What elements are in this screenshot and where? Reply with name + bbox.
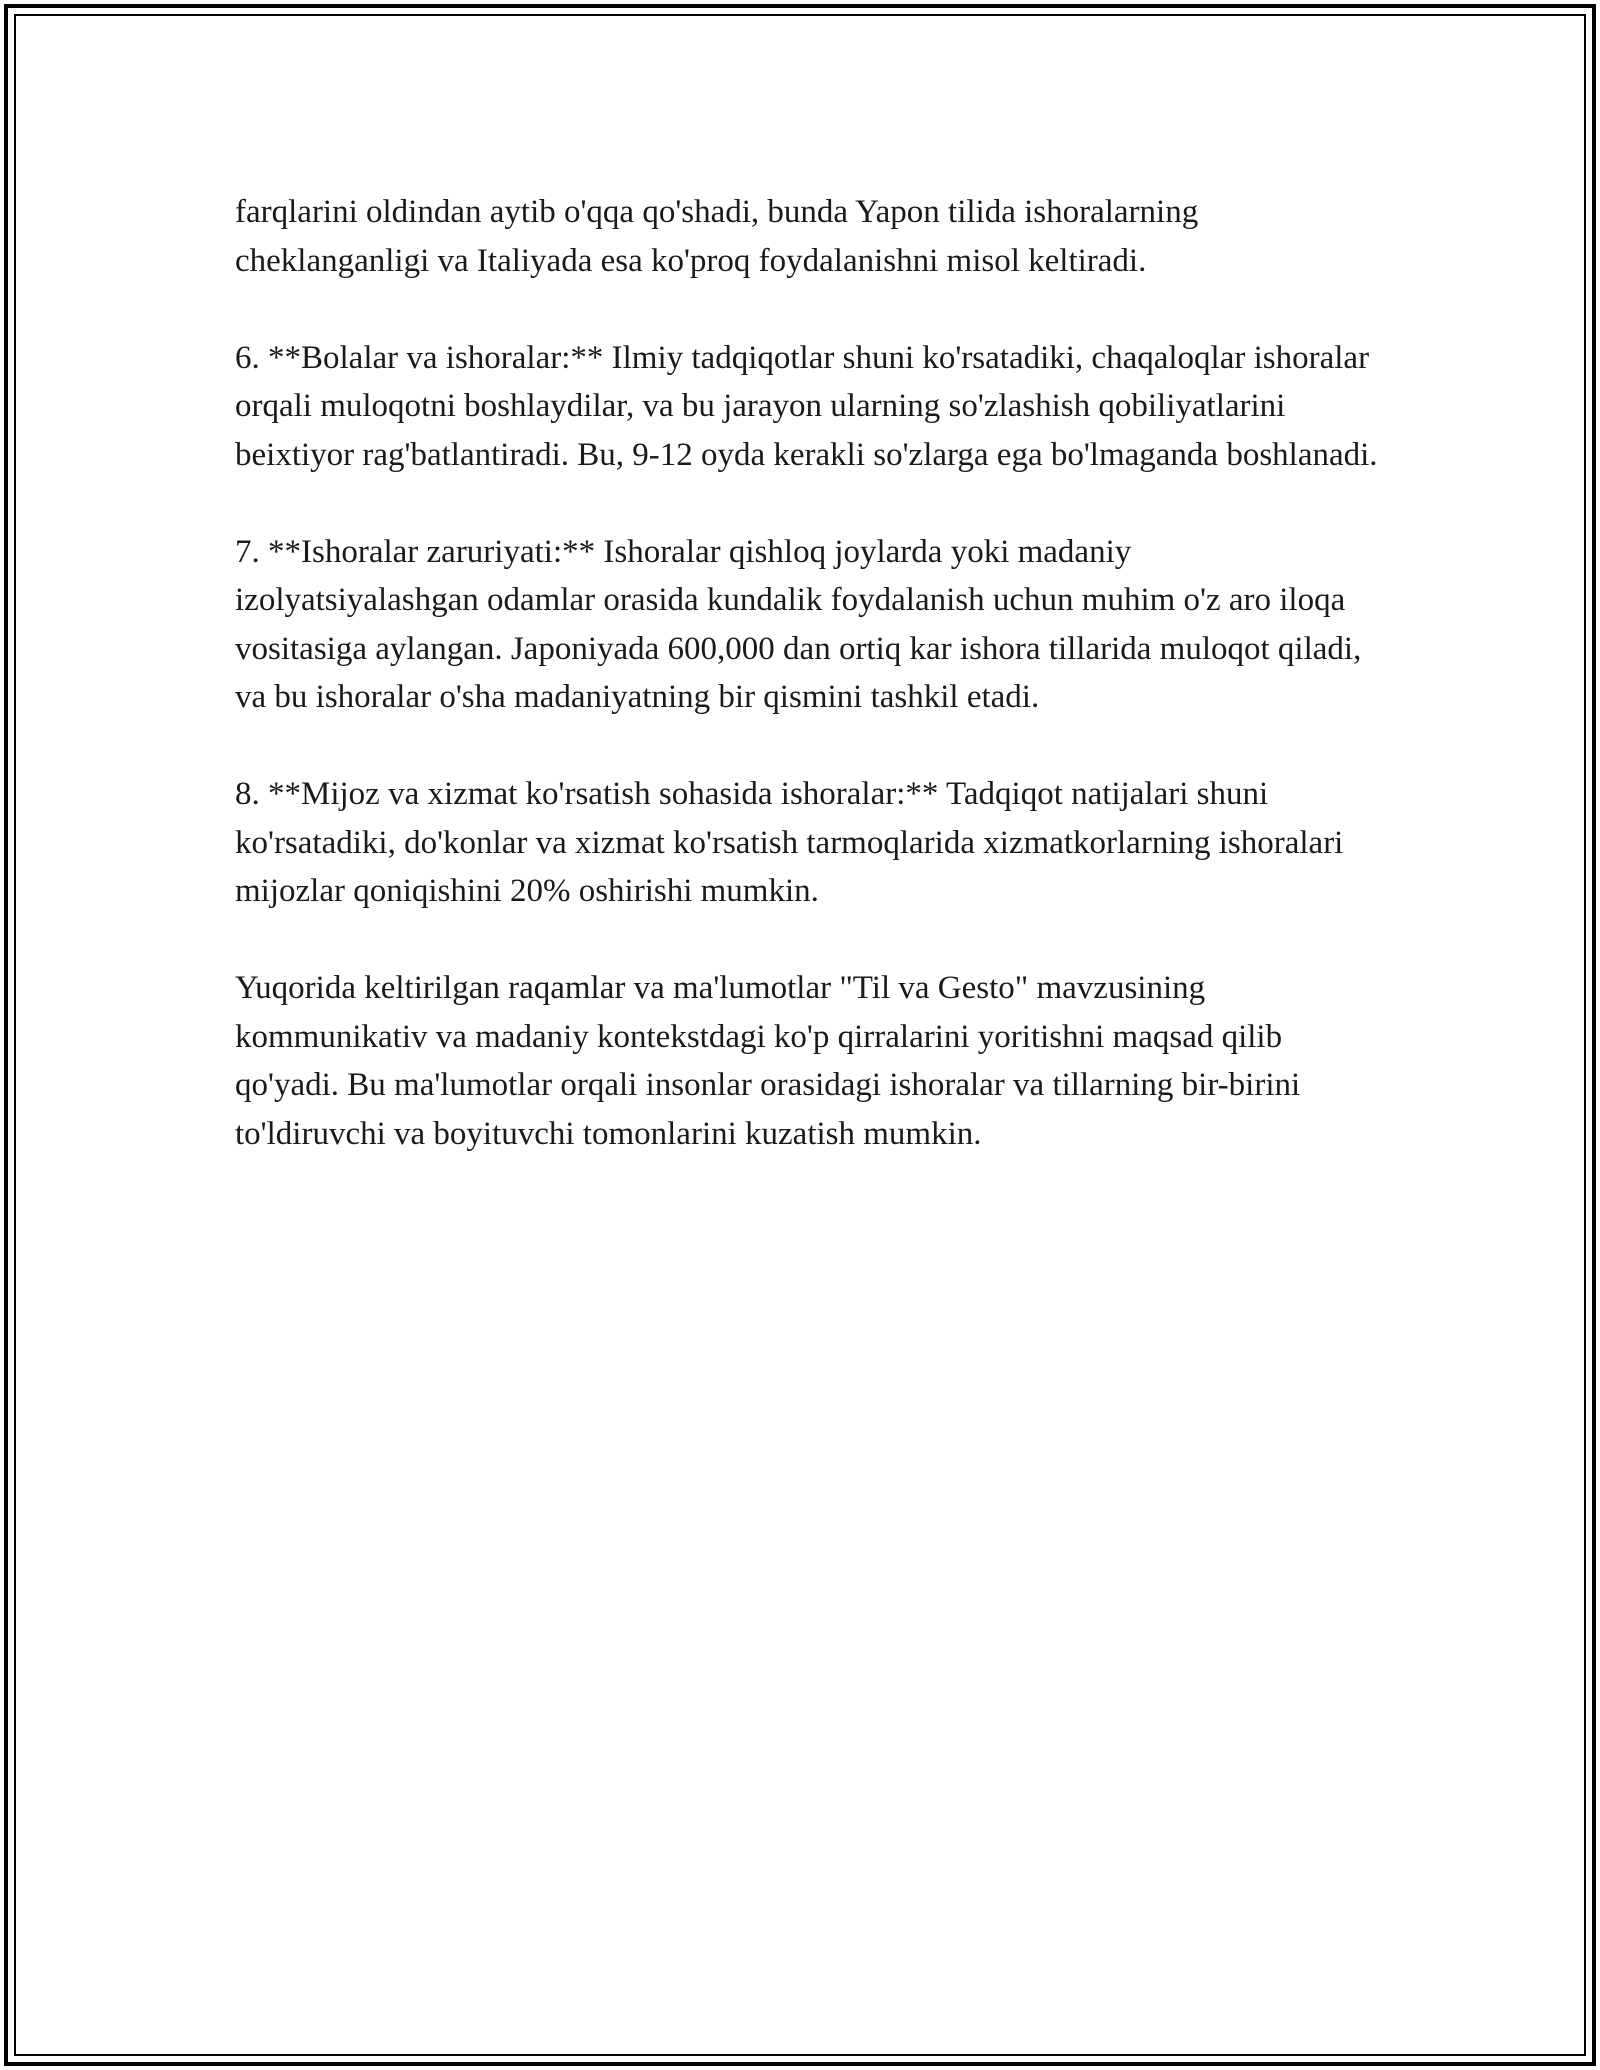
paragraph-item-7: 7. **Ishoralar zaruriyati:** Ishoralar qishloq joylarda yoki madaniy izolyatsiyalashgan odamlar orasida kundalik foydalanish uchun muhim o'z aro iloqa vositasiga aylangan. Japoniyada 600,000 dan ortiq kar ishora tillarida muloqot qiladi, va bu ishoralar o'sha madaniyatning bir qismini tashkil etadi. [235, 533, 1362, 715]
paragraph-item-6: 6. **Bolalar va ishoralar:** Ilmiy tadqiqotlar shuni ko'rsatadiki, chaqaloqlar ishoralar orqali muloqotni boshlaydilar, va bu jarayon ularning so'zlashish qobiliyatlarini beixtiyor rag'batlantiradi. Bu, 9-12 oyda kerakli so'zlarga ega bo'lmaganda boshlanadi. [235, 339, 1378, 473]
paragraph-item-8: 8. **Mijoz va xizmat ko'rsatish sohasida ishoralar:** Tadqiqot natijalari shuni ko'rsatadiki, do'konlar va xizmat ko'rsatish tarmoqlarida xizmatkorlarning ishoralari mijozlar qoniqishini 20% oshirishi mumkin. [235, 776, 1344, 909]
paragraph-conclusion: Yuqorida keltirilgan raqamlar va ma'lumotlar "Til va Gesto" mavzusining kommunikativ va madaniy kontekstdagi ko'p qirralarini yoritishni maqsad qilib qo'yadi. Bu ma'lumotlar orqali insonlar orasidagi ishoralar va tillarning bir-birini to'ldiruvchi va boyituvchi tomonlarini kuzatish mumkin. [235, 970, 1301, 1152]
document-body [235, 188, 1380, 1207]
paragraph-continuation: farqlarini oldindan aytib o'qqa qo'shadi, bunda Yapon tilida ishoralarning cheklanganligi va Italiyada esa ko'proq foydalanishni misol keltiradi. [235, 194, 1199, 279]
